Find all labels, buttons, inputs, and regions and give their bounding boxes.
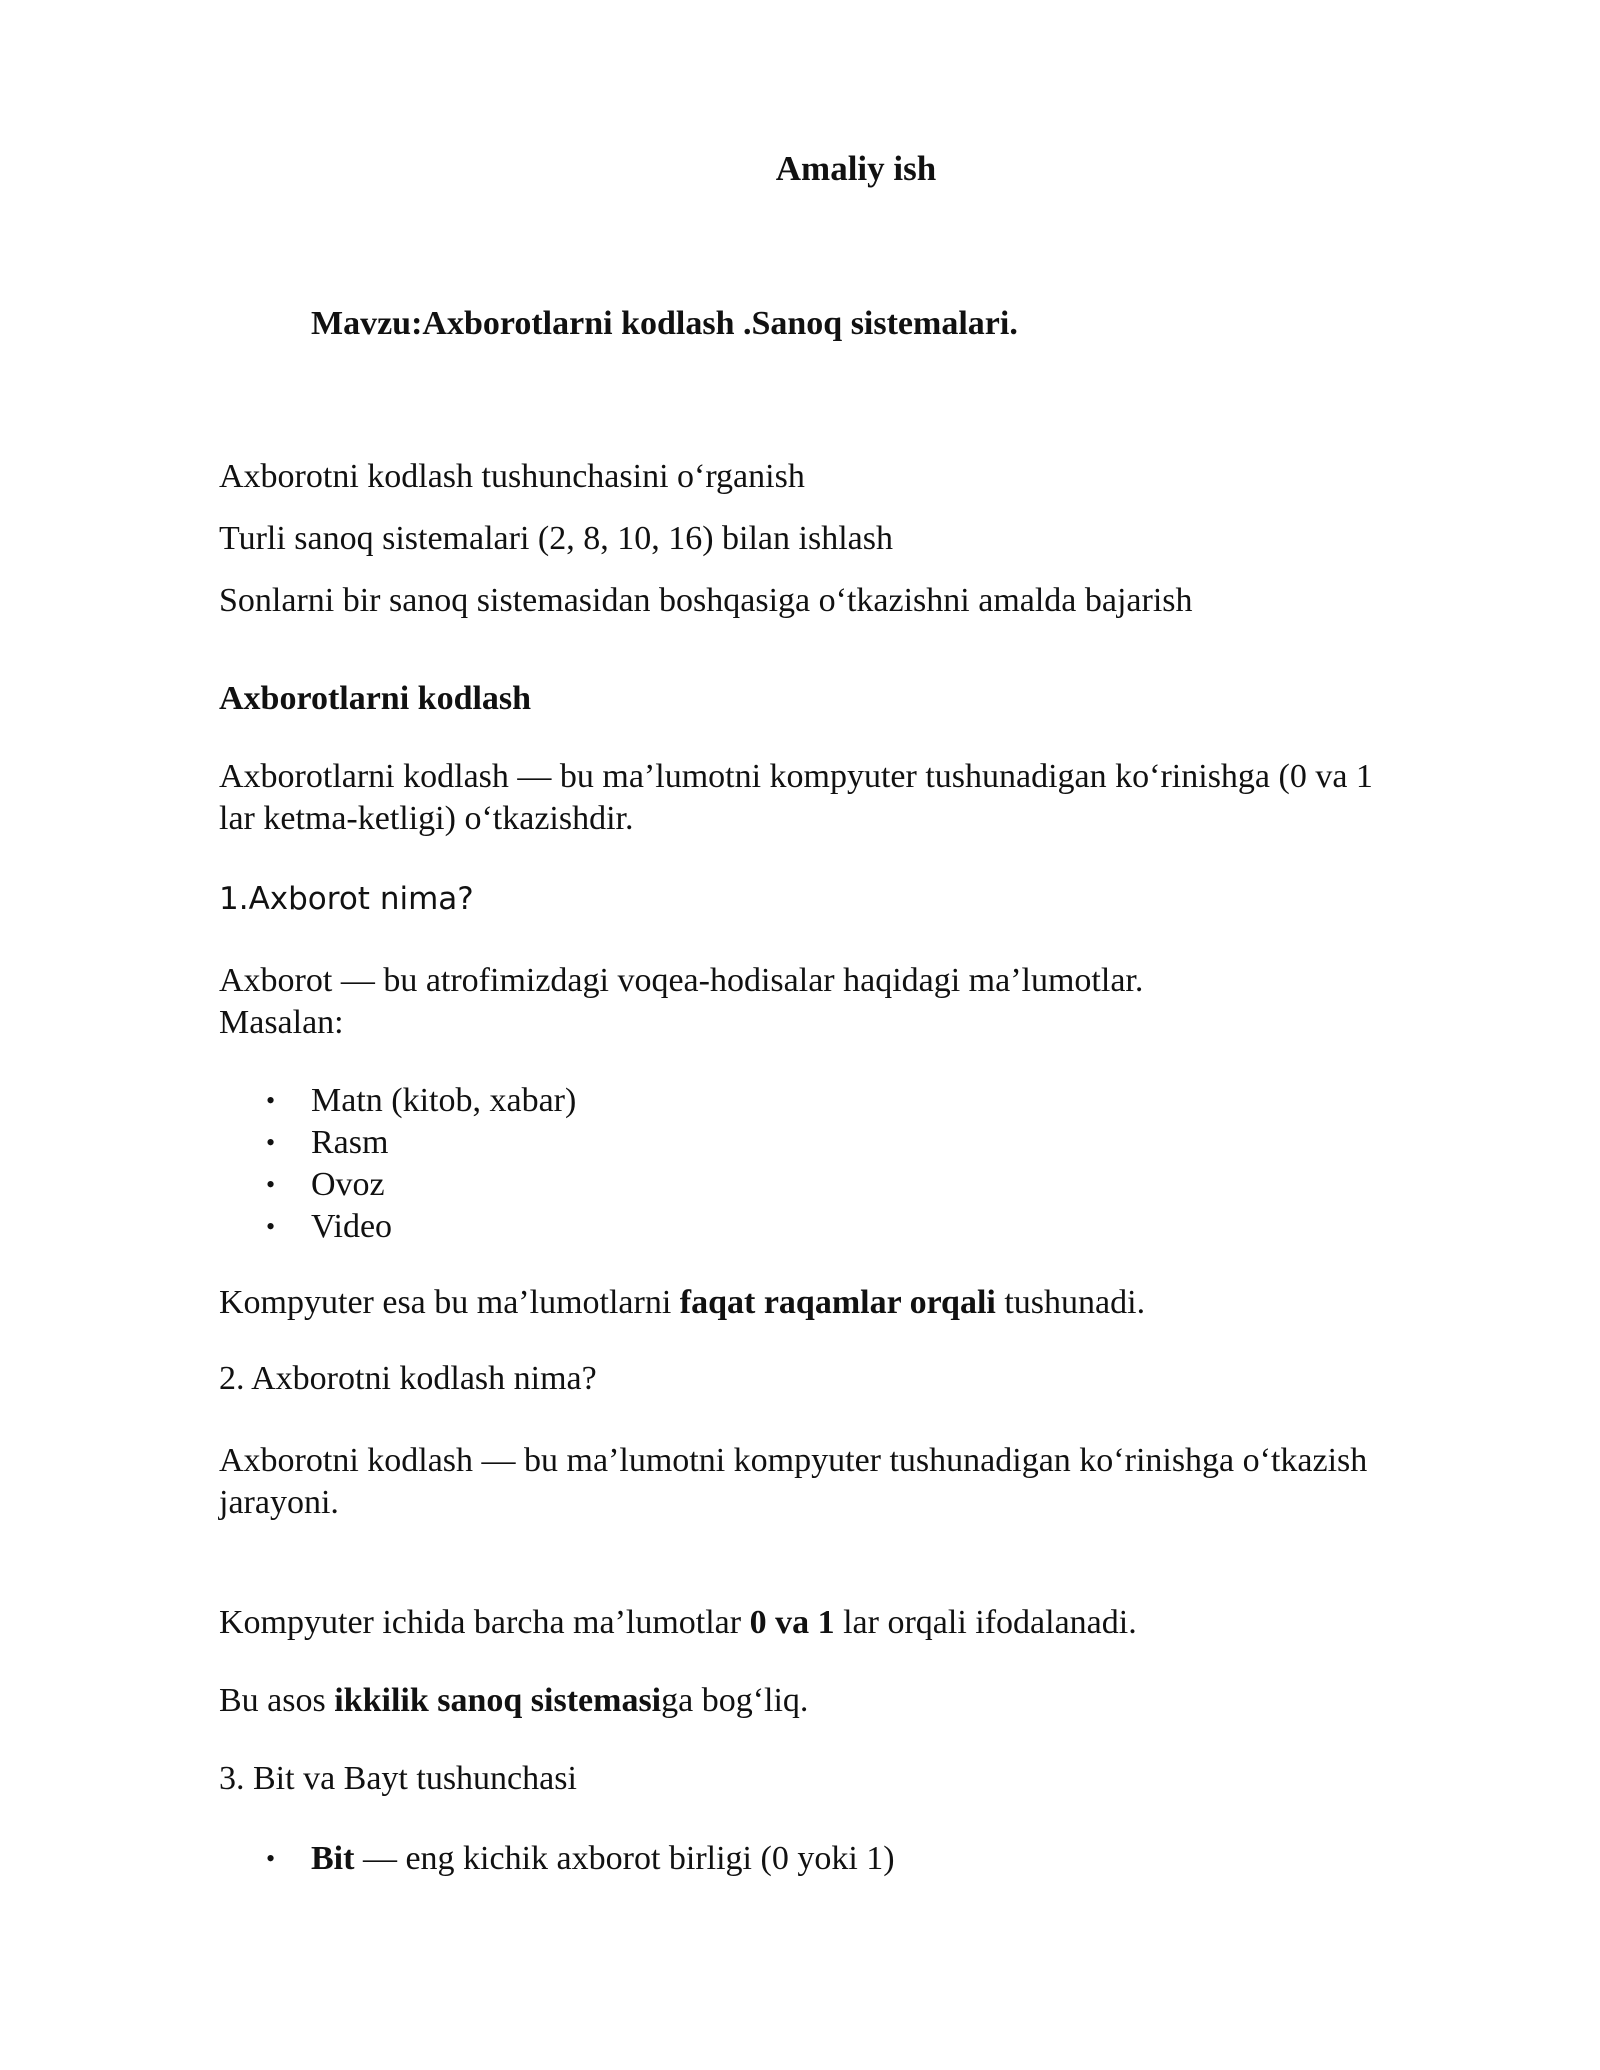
list-item (266, 1206, 576, 1248)
question-3: 3. Bit va Bayt tushunchasi (219, 1760, 577, 1797)
question-1: 1.Axborot nima? (219, 881, 474, 917)
question-2: 2. Axborotni kodlash nima? (219, 1360, 597, 1397)
goal-1: Axborotni kodlash tushunchasini o‘rganish (219, 458, 805, 495)
computer-line-emphasis: faqat raqamlar orqali (679, 1284, 996, 1321)
definition-line-2: lar ketma-ketligi) o‘tkazishdir. (219, 800, 634, 837)
list-item-text: Rasm (311, 1124, 389, 1161)
document-title: Amaliy ish (775, 149, 937, 188)
bullet-icon: • (266, 1170, 276, 1199)
answer-2-line-2: jarayoni. (219, 1484, 339, 1521)
list-item (266, 1164, 576, 1206)
computer-line (219, 1282, 1145, 1324)
list-item (266, 1080, 577, 1122)
bit-list (266, 1838, 895, 1880)
basis-line (219, 1680, 808, 1722)
bullet-icon: • (266, 1844, 276, 1873)
answer-1-line-2: Masalan: (219, 1004, 344, 1041)
definition-line-1: Axborotlarni kodlash — bu ma’lumotni kompyuter tushunadigan ko‘rinishga (0 va 1 (219, 758, 1373, 795)
goal-2: Turli sanoq sistemalari (2, 8, 10, 16) bilan ishlash (219, 520, 893, 557)
list-item (266, 1122, 576, 1164)
bit-term: Bit (311, 1840, 355, 1877)
topic-heading: Mavzu:Axborotlarni kodlash .Sanoq sistemalari. (311, 305, 1018, 342)
basis-line-end: ga bog‘liq. (661, 1682, 809, 1719)
bit-definition: — eng kichik axborot birligi (0 yoki 1) (354, 1840, 895, 1877)
list-item (266, 1838, 895, 1880)
computer-line-text: Kompyuter esa bu ma’lumotlarni (219, 1284, 680, 1321)
answer-2-line-1: Axborotni kodlash — bu ma’lumotni kompyuter tushunadigan ko‘rinishga o‘tkazish (219, 1442, 1368, 1479)
basis-line-text: Bu asos (219, 1682, 335, 1719)
binary-line-end: lar orqali ifodalanadi. (834, 1604, 1137, 1641)
bullet-icon: • (266, 1212, 276, 1241)
list-item-text: Matn (kitob, xabar) (311, 1082, 577, 1119)
computer-line-end: tushunadi. (995, 1284, 1146, 1321)
binary-line (219, 1602, 1137, 1644)
basis-line-emphasis: ikkilik sanoq sistemasi (334, 1682, 662, 1719)
binary-line-emphasis: 0 va 1 (749, 1604, 835, 1641)
list-item-text: Ovoz (311, 1166, 385, 1203)
goal-3: Sonlarni bir sanoq sistemasidan boshqasiga o‘tkazishni amalda bajarish (219, 582, 1193, 619)
examples-list (266, 1080, 577, 1248)
list-item-text: Video (311, 1208, 393, 1245)
bullet-icon: • (266, 1128, 276, 1157)
section-heading: Axborotlarni kodlash (219, 680, 532, 717)
binary-line-text: Kompyuter ichida barcha ma’lumotlar (219, 1604, 750, 1641)
bullet-icon: • (266, 1086, 276, 1115)
answer-1-line-1: Axborot — bu atrofimizdagi voqea-hodisalar haqidagi ma’lumotlar. (219, 962, 1144, 999)
